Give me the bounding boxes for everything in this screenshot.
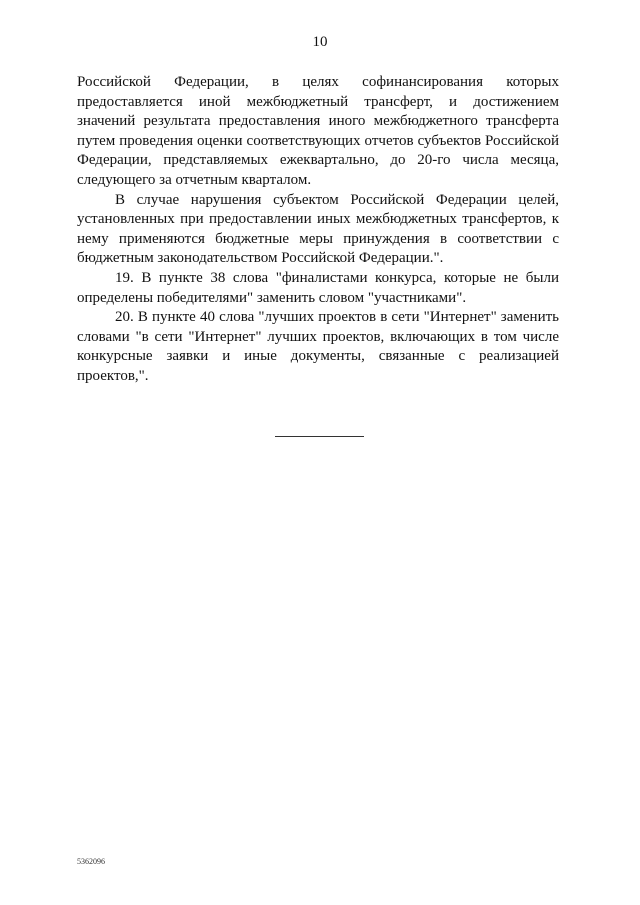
page-number: 10 <box>312 34 328 50</box>
document-body <box>77 73 559 387</box>
paragraph-item-19: 19. В пункте 38 слова "финалистами конкурса, которые не были определены победителями" заменить словом "участниками". <box>77 269 559 306</box>
paragraph-item-20: 20. В пункте 40 слова "лучших проектов в сети "Интернет" заменить словами "в сети "Интернет" лучших проектов, включающих в том числе конкурсные заявки и иные документы, связанные с реализацией проектов,". <box>77 309 559 384</box>
paragraph-violation: В случае нарушения субъектом Российской Федерации целей, установленных при предоставлении иных межбюджетных трансфертов, к нему применяются бюджетные меры принуждения в соответствии с бюджетным законодательством Российской Федерации.". <box>77 191 559 267</box>
end-of-text-rule <box>275 436 364 437</box>
paragraph-continuation: Российской Федерации, в целях софинансирования которых предоставляется иной межбюджетный трансферт, и достижением значений результата предоставления иного межбюджетного трансферта путем проведения оценки соответствующих отчетов субъектов Российской Федерации, представляемых ежеквартально, до 20-го числа месяца, следующего за отчетным кварталом. <box>77 74 559 188</box>
document-code: 5362096 <box>77 857 105 866</box>
